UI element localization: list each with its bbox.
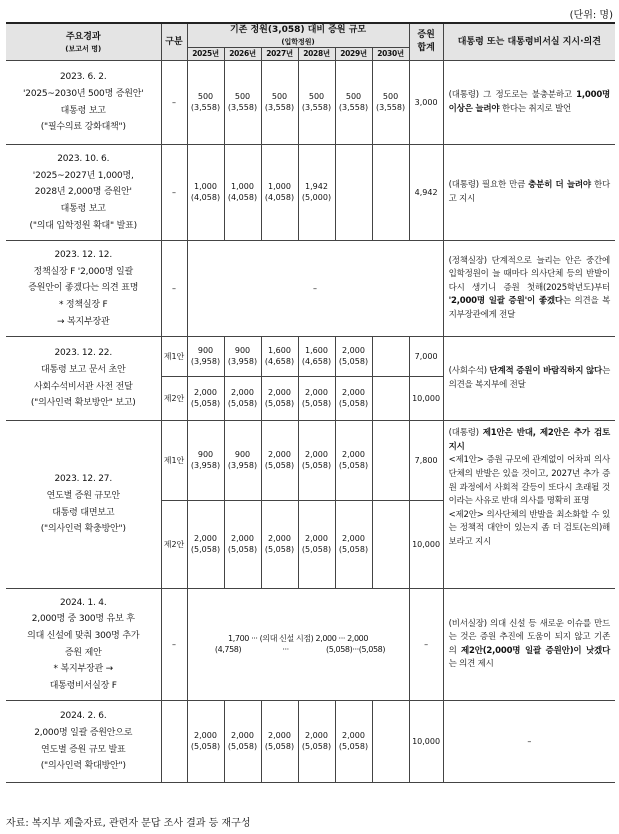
value-cell [298, 421, 335, 501]
value-increase: 1,000 [268, 181, 291, 191]
proposal-value: (5,058)···(5,058) [325, 644, 386, 654]
value-quota: (5,058) [301, 460, 332, 470]
value-quota: (4,658) [264, 356, 295, 366]
event-line: ("의사인력 확보방안" 보고) [30, 398, 136, 409]
value-increase: 2,000 [342, 533, 365, 543]
value-cell [298, 377, 335, 421]
proposal-line: 1,700 ··· (의대 신설 시점) 2,000 ··· 2,000 [228, 633, 369, 643]
comment-cell [443, 337, 615, 421]
value-increase: 500 [271, 91, 288, 101]
event-line: 증원 제안 [64, 647, 102, 658]
comment-text: (정책실장) 단계적으로 늘리는 안은 중간에 입학정원이 늘 때마다 의사단체 등의 반발이 다시 생기니 증원 첫해(2025학년도)부터 [448, 255, 611, 293]
table-row [6, 241, 615, 337]
value-increase: 2,000 [231, 533, 254, 543]
event-line: 대통령 대면보고 [52, 507, 115, 518]
value-cell [224, 377, 261, 421]
event-line: 2028년 2,000명 증원안' [34, 187, 132, 198]
value-increase: 2,000 [342, 387, 365, 397]
header-year: 2030년 [372, 48, 409, 61]
event-line: 연도별 증원 규모 발표 [41, 744, 126, 755]
comment-text: (대통령) [448, 428, 483, 439]
comment-text: (사회수석) [448, 366, 490, 377]
value-quota: (5,058) [264, 544, 295, 554]
value-cell [335, 421, 372, 501]
header-event-sub: (보고서 명) [65, 44, 102, 53]
value-cell [224, 501, 261, 589]
event-line: 2023. 12. 12. [54, 250, 112, 261]
event-cell [6, 145, 161, 241]
value-cell [261, 421, 298, 501]
event-line: ("의사인력 확대방안") [40, 761, 126, 772]
comment-text: 한다는 취지로 발언 [499, 103, 572, 114]
value-increase: 900 [234, 345, 251, 355]
value-increase: 2,000 [268, 387, 291, 397]
merged-value-cell: – [187, 241, 443, 337]
comment-emphasis: 1,000명 이상은 늘려야 [448, 90, 611, 114]
header-year: 2027년 [261, 48, 298, 61]
comment-cell [443, 589, 615, 701]
value-cell [298, 501, 335, 589]
event-cell [6, 421, 161, 589]
unit-note: (단위: 명) [569, 10, 613, 21]
value-quota: (5,058) [301, 741, 332, 751]
event-line: 2023. 12. 27. [54, 474, 112, 485]
comment-text: (대통령) 필요한 만큼 [448, 180, 529, 191]
comment-emphasis: 제1안은 반대, 제2안은 추가 검토 지시 [448, 428, 611, 452]
value-increase: 2,000 [268, 449, 291, 459]
table-row [6, 337, 615, 377]
value-increase: 1,600 [305, 345, 328, 355]
event-line: '2025~2030년 500명 증원안' [23, 89, 144, 100]
value-increase: 1,942 [305, 181, 328, 191]
header-event [6, 23, 161, 61]
value-cell [298, 701, 335, 783]
value-quota: (4,058) [190, 192, 221, 202]
value-increase: 2,000 [194, 533, 217, 543]
comment-text: (대통령) 그 정도로는 불충분하고 [448, 90, 577, 101]
comment-cell [443, 421, 615, 589]
total-cell: 10,000 [409, 377, 443, 421]
value-cell [372, 145, 409, 241]
value-increase: 1,000 [231, 181, 254, 191]
value-cell [335, 61, 372, 145]
header-group-title: 기존 정원(3,058) 대비 증원 규모 [229, 25, 367, 35]
value-cell [335, 501, 372, 589]
proposal-ellipsis: ··· [282, 644, 289, 654]
comment-text: 는 의견을 복지부에 전달 [448, 366, 611, 390]
header-comment: 대통령 또는 대통령비서실 지시·의견 [443, 23, 615, 61]
value-quota: (3,958) [227, 460, 258, 470]
event-cell [6, 589, 161, 701]
header-total-line2: 합계 [417, 43, 435, 54]
value-quota: (5,058) [264, 460, 295, 470]
event-line: 2024. 1. 4. [60, 597, 107, 608]
table-row [6, 701, 615, 783]
timeline-table [6, 22, 615, 783]
event-line: 2023. 12. 22. [54, 348, 112, 359]
value-quota: (4,658) [301, 356, 332, 366]
value-quota: (5,058) [338, 741, 369, 751]
value-cell [224, 701, 261, 783]
header-total-line1: 증원 [417, 30, 435, 41]
value-increase: 900 [197, 449, 214, 459]
value-cell [187, 61, 224, 145]
event-cell [6, 701, 161, 783]
value-increase: 2,000 [342, 345, 365, 355]
event-line: 2,000명 중 300명 유보 후 [31, 614, 135, 625]
value-quota: (5,058) [190, 544, 221, 554]
value-quota: (3,958) [190, 356, 221, 366]
value-quota: (5,058) [264, 741, 295, 751]
event-line: 대통령 보고 문서 초안 [41, 365, 126, 376]
event-line: 정책실장 F '2,000명 일괄 [33, 266, 133, 277]
value-cell [298, 61, 335, 145]
value-cell [335, 337, 372, 377]
value-quota: (5,000) [301, 192, 332, 202]
value-quota: (5,058) [264, 398, 295, 408]
event-line: * 정책실장 F [58, 300, 108, 310]
type-cell: – [161, 589, 187, 701]
comment-emphasis: '2,000명 일괄 증원'이 좋겠다 [448, 296, 563, 307]
value-quota: (5,058) [338, 460, 369, 470]
header-type: 구분 [161, 23, 187, 61]
value-cell [187, 501, 224, 589]
comment-emphasis: 단계적 증원이 바람직하지 않다 [489, 366, 603, 377]
comment-emphasis: 제2안(2,000명 일괄 증원안)이 낫겠다 [461, 645, 611, 656]
value-cell [261, 337, 298, 377]
value-cell [335, 145, 372, 241]
value-increase: 500 [308, 91, 325, 101]
total-cell: 10,000 [409, 501, 443, 589]
event-cell [6, 61, 161, 145]
value-quota: (3,558) [375, 102, 406, 112]
value-quota: (3,558) [264, 102, 295, 112]
event-line: 증원안이 좋겠다는 의견 표명 [28, 283, 139, 294]
merged-value-cell [187, 589, 409, 701]
value-cell [372, 501, 409, 589]
event-line: ("필수의료 강화대책") [40, 122, 126, 133]
header-total [409, 23, 443, 61]
value-quota: (3,558) [338, 102, 369, 112]
comment-cell: – [443, 701, 615, 783]
event-line: * 복지부장관 → [53, 664, 113, 675]
value-increase: 500 [382, 91, 399, 101]
value-cell [224, 421, 261, 501]
header-year: 2026년 [224, 48, 261, 61]
value-quota: (4,058) [227, 192, 258, 202]
value-cell [187, 377, 224, 421]
value-cell [298, 337, 335, 377]
value-quota: (3,558) [301, 102, 332, 112]
value-cell [372, 701, 409, 783]
value-quota: (4,058) [264, 192, 295, 202]
header-group [187, 23, 409, 48]
table-row [6, 145, 615, 241]
event-line: ("의사인력 확충방안") [40, 524, 126, 535]
value-increase: 2,000 [231, 730, 254, 740]
event-line: 연도별 증원 규모안 [46, 491, 120, 502]
type-cell: 제2안 [161, 377, 187, 421]
comment-text: 는 의견 제시 [448, 659, 494, 670]
total-cell: 7,800 [409, 421, 443, 501]
type-cell: 제1안 [161, 421, 187, 501]
value-increase: 2,000 [305, 730, 328, 740]
value-cell [335, 377, 372, 421]
value-quota: (5,058) [227, 544, 258, 554]
header-year: 2028년 [298, 48, 335, 61]
table-row [6, 589, 615, 701]
comment-text: (비서실장) 의대 신설 등 새로운 이슈를 만드는 것은 증원 추진에 도움이 되지 않고 기존의 [448, 618, 611, 656]
value-quota: (5,058) [190, 398, 221, 408]
value-quota: (5,058) [301, 544, 332, 554]
value-cell [261, 701, 298, 783]
event-line: '2025~2027년 1,000명, [32, 170, 134, 181]
event-line: 대통령 보고 [60, 105, 106, 116]
event-line: 2023. 6. 2. [60, 72, 107, 83]
proposal-line [188, 645, 409, 656]
value-increase: 2,000 [268, 730, 291, 740]
value-quota: (5,058) [190, 741, 221, 751]
value-cell [187, 701, 224, 783]
value-cell [372, 61, 409, 145]
value-increase: 2,000 [342, 449, 365, 459]
value-increase: 2,000 [342, 730, 365, 740]
value-increase: 2,000 [194, 387, 217, 397]
comment-cell [443, 145, 615, 241]
value-increase: 500 [197, 91, 214, 101]
event-line: → 복지부장관 [57, 316, 110, 327]
value-cell [261, 145, 298, 241]
comment-text: 는 의견을 복지부장관에게 전달 [448, 296, 611, 321]
value-quota: (5,058) [227, 741, 258, 751]
value-increase: 2,000 [305, 449, 328, 459]
value-quota: (5,058) [301, 398, 332, 408]
value-increase: 1,600 [268, 345, 291, 355]
type-cell [161, 701, 187, 783]
header-event-line: 주요경과 [65, 31, 101, 42]
value-increase: 2,000 [194, 730, 217, 740]
value-cell [261, 61, 298, 145]
value-cell [187, 145, 224, 241]
value-quota: (3,558) [190, 102, 221, 112]
header-row-1 [6, 23, 615, 48]
event-cell [6, 337, 161, 421]
type-cell: – [161, 61, 187, 145]
total-cell: 10,000 [409, 701, 443, 783]
total-cell: – [409, 589, 443, 701]
comment-cell [443, 241, 615, 337]
value-cell [372, 337, 409, 377]
value-cell [224, 61, 261, 145]
proposal-value: (4,758) [214, 644, 242, 654]
header-year: 2025년 [187, 48, 224, 61]
type-cell: – [161, 145, 187, 241]
event-line: ("의대 입학정원 확대" 발표) [29, 220, 137, 231]
value-cell [187, 337, 224, 377]
type-cell: 제2안 [161, 501, 187, 589]
value-increase: 1,000 [194, 181, 217, 191]
value-cell [298, 145, 335, 241]
value-quota: (5,058) [227, 398, 258, 408]
type-cell: 제1안 [161, 337, 187, 377]
value-increase: 500 [345, 91, 362, 101]
type-cell: – [161, 241, 187, 337]
value-cell [335, 701, 372, 783]
comment-text: <제1안> 증원 규모에 관계없이 어차피 의사단체의 반발은 있을 것이고, 2027년 추가 증원 과정에서 사회적 갈등이 또다시 초래될 것이라는 사유로 반대 의사를 명확히 표명 <제2안> 의사단체의 반발을 최소화할 수 있는 정책적 대안이 있는지 좀 더 검토(논의)해 보라고 지시 [448, 455, 611, 547]
source-note: 자료: 복지부 제출자료, 관련자 문답 조사 결과 등 재구성 [6, 818, 251, 829]
total-cell: 3,000 [409, 61, 443, 145]
event-line: 사회수석비서관 사전 전달 [33, 381, 133, 392]
event-cell [6, 241, 161, 337]
value-increase: 2,000 [305, 533, 328, 543]
header-year: 2029년 [335, 48, 372, 61]
value-cell [187, 421, 224, 501]
value-cell [224, 337, 261, 377]
comment-emphasis: 충분히 더 늘려야 [528, 180, 591, 191]
value-increase: 500 [234, 91, 251, 101]
value-increase: 2,000 [231, 387, 254, 397]
comment-cell [443, 61, 615, 145]
value-cell [372, 421, 409, 501]
value-quota: (3,958) [227, 356, 258, 366]
value-quota: (5,058) [338, 544, 369, 554]
comment-text: 한다고 지시 [448, 180, 611, 204]
header-group-sub: (입학정원) [281, 38, 315, 47]
event-line: 2,000명 일괄 증원안으로 [34, 728, 133, 739]
total-cell: 7,000 [409, 337, 443, 377]
value-cell [261, 377, 298, 421]
value-cell [372, 377, 409, 421]
value-cell [224, 145, 261, 241]
value-increase: 900 [197, 345, 214, 355]
event-line: 2024. 2. 6. [60, 711, 107, 722]
event-line: 의대 신설에 맞춰 300명 추가 [27, 631, 140, 642]
event-line: 대통령 보고 [60, 204, 106, 214]
event-line: 대통령비서실장 F [49, 680, 117, 691]
value-quota: (3,958) [190, 460, 221, 470]
value-increase: 900 [234, 449, 251, 459]
value-quota: (3,558) [227, 102, 258, 112]
value-cell [261, 501, 298, 589]
total-cell: 4,942 [409, 145, 443, 241]
table-row [6, 421, 615, 501]
table-row [6, 61, 615, 145]
value-quota: (5,058) [338, 356, 369, 366]
value-quota: (5,058) [338, 398, 369, 408]
value-increase: 2,000 [305, 387, 328, 397]
event-line: 2023. 10. 6. [57, 154, 110, 165]
value-increase: 2,000 [268, 533, 291, 543]
